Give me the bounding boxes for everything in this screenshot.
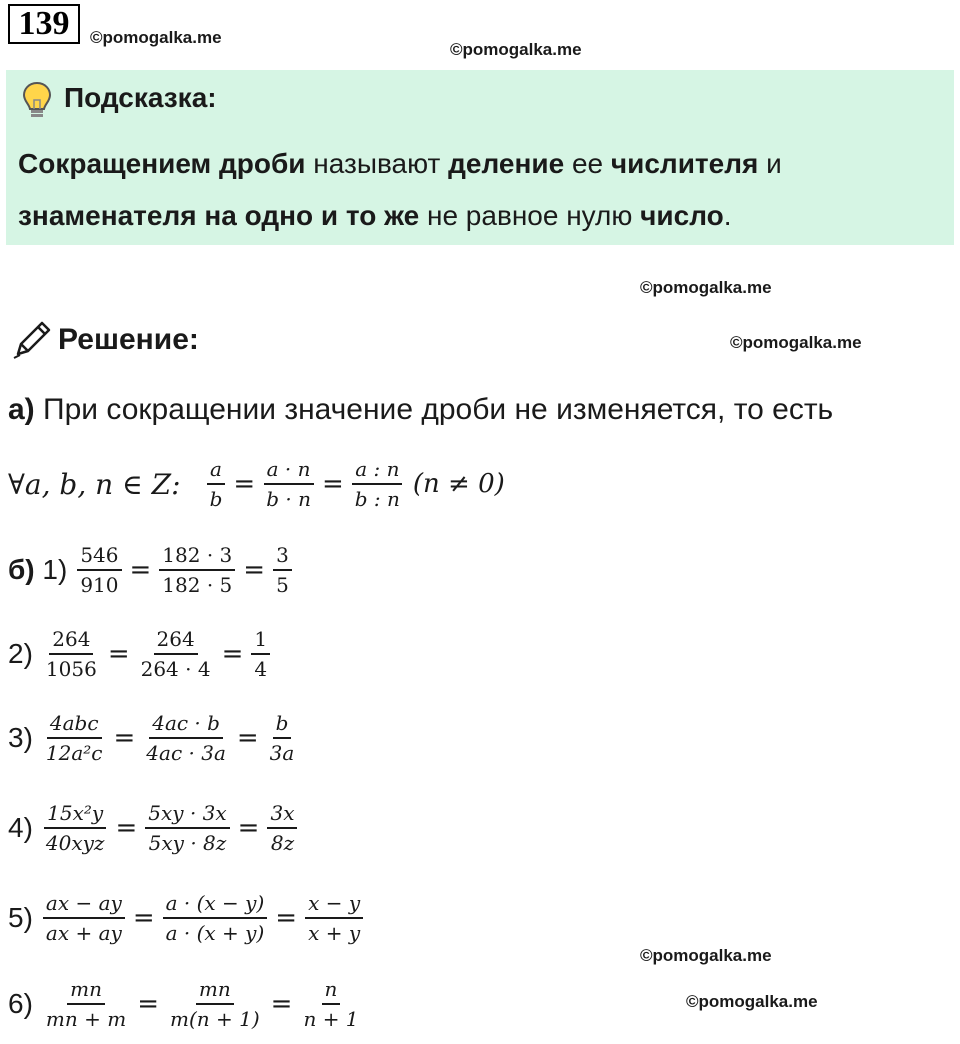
numerator: 546 xyxy=(77,541,121,571)
hint-text: . xyxy=(723,200,732,231)
fraction xyxy=(267,799,297,857)
hint-line-2 xyxy=(18,200,732,232)
fraction xyxy=(352,455,403,513)
denominator: 4ac · 3a xyxy=(146,741,226,765)
numerator: x − y xyxy=(305,889,363,919)
fraction xyxy=(163,889,268,947)
equals-sign: = xyxy=(270,989,293,1019)
fraction xyxy=(138,625,214,683)
denominator: 3a xyxy=(269,741,295,765)
item-row xyxy=(8,706,301,770)
fraction xyxy=(263,455,314,513)
item-label: 2) xyxy=(8,638,33,669)
hint-line-1 xyxy=(18,148,782,180)
fraction xyxy=(43,975,129,1033)
equals-sign: = xyxy=(237,813,260,843)
equals-sign: = xyxy=(137,989,159,1019)
item-label: 3) xyxy=(8,722,33,753)
numerator: a · n xyxy=(264,455,314,485)
equals-sign: = xyxy=(221,639,244,669)
hint-bold: деление xyxy=(448,148,565,179)
watermark: ©pomogalka.me xyxy=(640,278,772,297)
denominator: b : n xyxy=(354,487,400,511)
equals-sign: = xyxy=(236,723,259,753)
denominator: m(n + 1) xyxy=(170,1007,260,1031)
numerator: ax − ay xyxy=(43,889,125,919)
equals-sign: = xyxy=(115,813,138,843)
item-label xyxy=(8,554,67,586)
denominator: ax + ay xyxy=(45,921,122,945)
equals-sign: = xyxy=(129,555,152,585)
pencil-icon xyxy=(10,318,54,362)
denominator: 4 xyxy=(254,657,268,681)
denominator: b xyxy=(209,487,223,511)
fraction xyxy=(43,625,100,683)
numerator: 182 · 3 xyxy=(159,541,235,571)
equals-sign: = xyxy=(275,903,298,933)
hint-text: не равное нулю xyxy=(419,200,641,231)
fraction xyxy=(267,709,298,767)
numerator: 4abc xyxy=(47,709,102,739)
hint-text: называют xyxy=(305,148,449,179)
watermark: ©pomogalka.me xyxy=(686,992,818,1011)
denominator: 182 · 5 xyxy=(162,573,233,597)
hint-bold: знаменателя на одно и то же xyxy=(18,200,420,231)
fraction xyxy=(300,975,361,1033)
fraction xyxy=(167,975,263,1033)
hint-bold: Сокращением дроби xyxy=(18,148,306,179)
item-label: 4) xyxy=(8,812,33,843)
fraction xyxy=(43,889,125,947)
numerator: a xyxy=(207,455,225,485)
numerator: 264 xyxy=(154,625,198,655)
fraction xyxy=(207,455,226,513)
denominator: n + 1 xyxy=(303,1007,359,1031)
equals-sign: = xyxy=(107,639,130,669)
denominator: 12a²c xyxy=(45,741,103,765)
item-row xyxy=(8,886,367,950)
solution-title: Решение: xyxy=(58,323,199,356)
item-row xyxy=(8,972,366,1036)
denominator: 8z xyxy=(270,831,295,855)
denominator: 5 xyxy=(276,573,289,597)
denominator: 910 xyxy=(80,573,119,597)
denominator: x + y xyxy=(308,921,361,945)
formula-forall xyxy=(8,452,505,516)
numerator: 3x xyxy=(267,799,297,829)
hint-title: Подсказка: xyxy=(64,82,217,113)
fraction xyxy=(159,541,235,599)
equals-sign: = xyxy=(243,555,266,585)
equals-sign: = xyxy=(321,469,344,499)
denominator: 264 · 4 xyxy=(140,657,211,681)
fraction xyxy=(273,541,292,599)
equals-sign: = xyxy=(113,723,136,753)
denominator: mn + m xyxy=(45,1007,127,1031)
fraction xyxy=(305,889,363,947)
numerator: 3 xyxy=(273,541,292,571)
fraction xyxy=(43,799,108,857)
item-label: 5) xyxy=(8,902,33,933)
watermark: ©pomogalka.me xyxy=(450,40,582,59)
numerator: 5xy · 3x xyxy=(145,799,229,829)
item-row xyxy=(8,622,274,686)
problem-number: 139 xyxy=(8,4,80,44)
numerator: a · (x − y) xyxy=(163,889,268,919)
fraction xyxy=(77,541,121,599)
item-row xyxy=(8,538,296,602)
denominator: b · n xyxy=(266,487,311,511)
lightbulb-icon xyxy=(20,80,54,120)
numerator: 1 xyxy=(251,625,270,655)
equals-sign: = xyxy=(233,469,256,499)
numerator: a : n xyxy=(352,455,402,485)
part-a-sentence: При сокращении значение дроби не изменяется, то есть xyxy=(34,393,834,426)
watermark: ©pomogalka.me xyxy=(90,28,222,47)
numerator: n xyxy=(322,975,341,1005)
hint-bold: числителя xyxy=(610,148,759,179)
hint-bold: число xyxy=(640,200,724,231)
fraction xyxy=(43,709,106,767)
equals-sign: = xyxy=(132,903,155,933)
part-a-label: а) xyxy=(8,393,35,426)
watermark: ©pomogalka.me xyxy=(640,946,772,965)
numerator: mn xyxy=(67,975,105,1005)
item-number: 1) xyxy=(42,554,68,585)
fraction xyxy=(251,625,270,683)
hint-text: ее xyxy=(564,148,611,179)
denominator: 5xy · 8z xyxy=(148,831,227,855)
numerator: 264 xyxy=(49,625,93,655)
part-b-label: б) xyxy=(8,554,35,585)
item-label: 6) xyxy=(8,988,33,1019)
fraction xyxy=(143,709,229,767)
condition-text: (n ≠ 0) xyxy=(412,469,505,499)
hint-text: и xyxy=(758,148,782,179)
forall-text: ∀a, b, n ∈ Z: xyxy=(8,467,181,501)
numerator: 4ac · b xyxy=(149,709,223,739)
fraction xyxy=(145,799,229,857)
item-row xyxy=(8,796,301,860)
numerator: 15x²y xyxy=(44,799,106,829)
watermark: ©pomogalka.me xyxy=(730,333,862,352)
numerator: mn xyxy=(196,975,234,1005)
denominator: a · (x + y) xyxy=(165,921,265,945)
denominator: 1056 xyxy=(45,657,97,681)
denominator: 40xyz xyxy=(45,831,105,855)
numerator: b xyxy=(273,709,292,739)
part-a-text xyxy=(8,393,833,427)
